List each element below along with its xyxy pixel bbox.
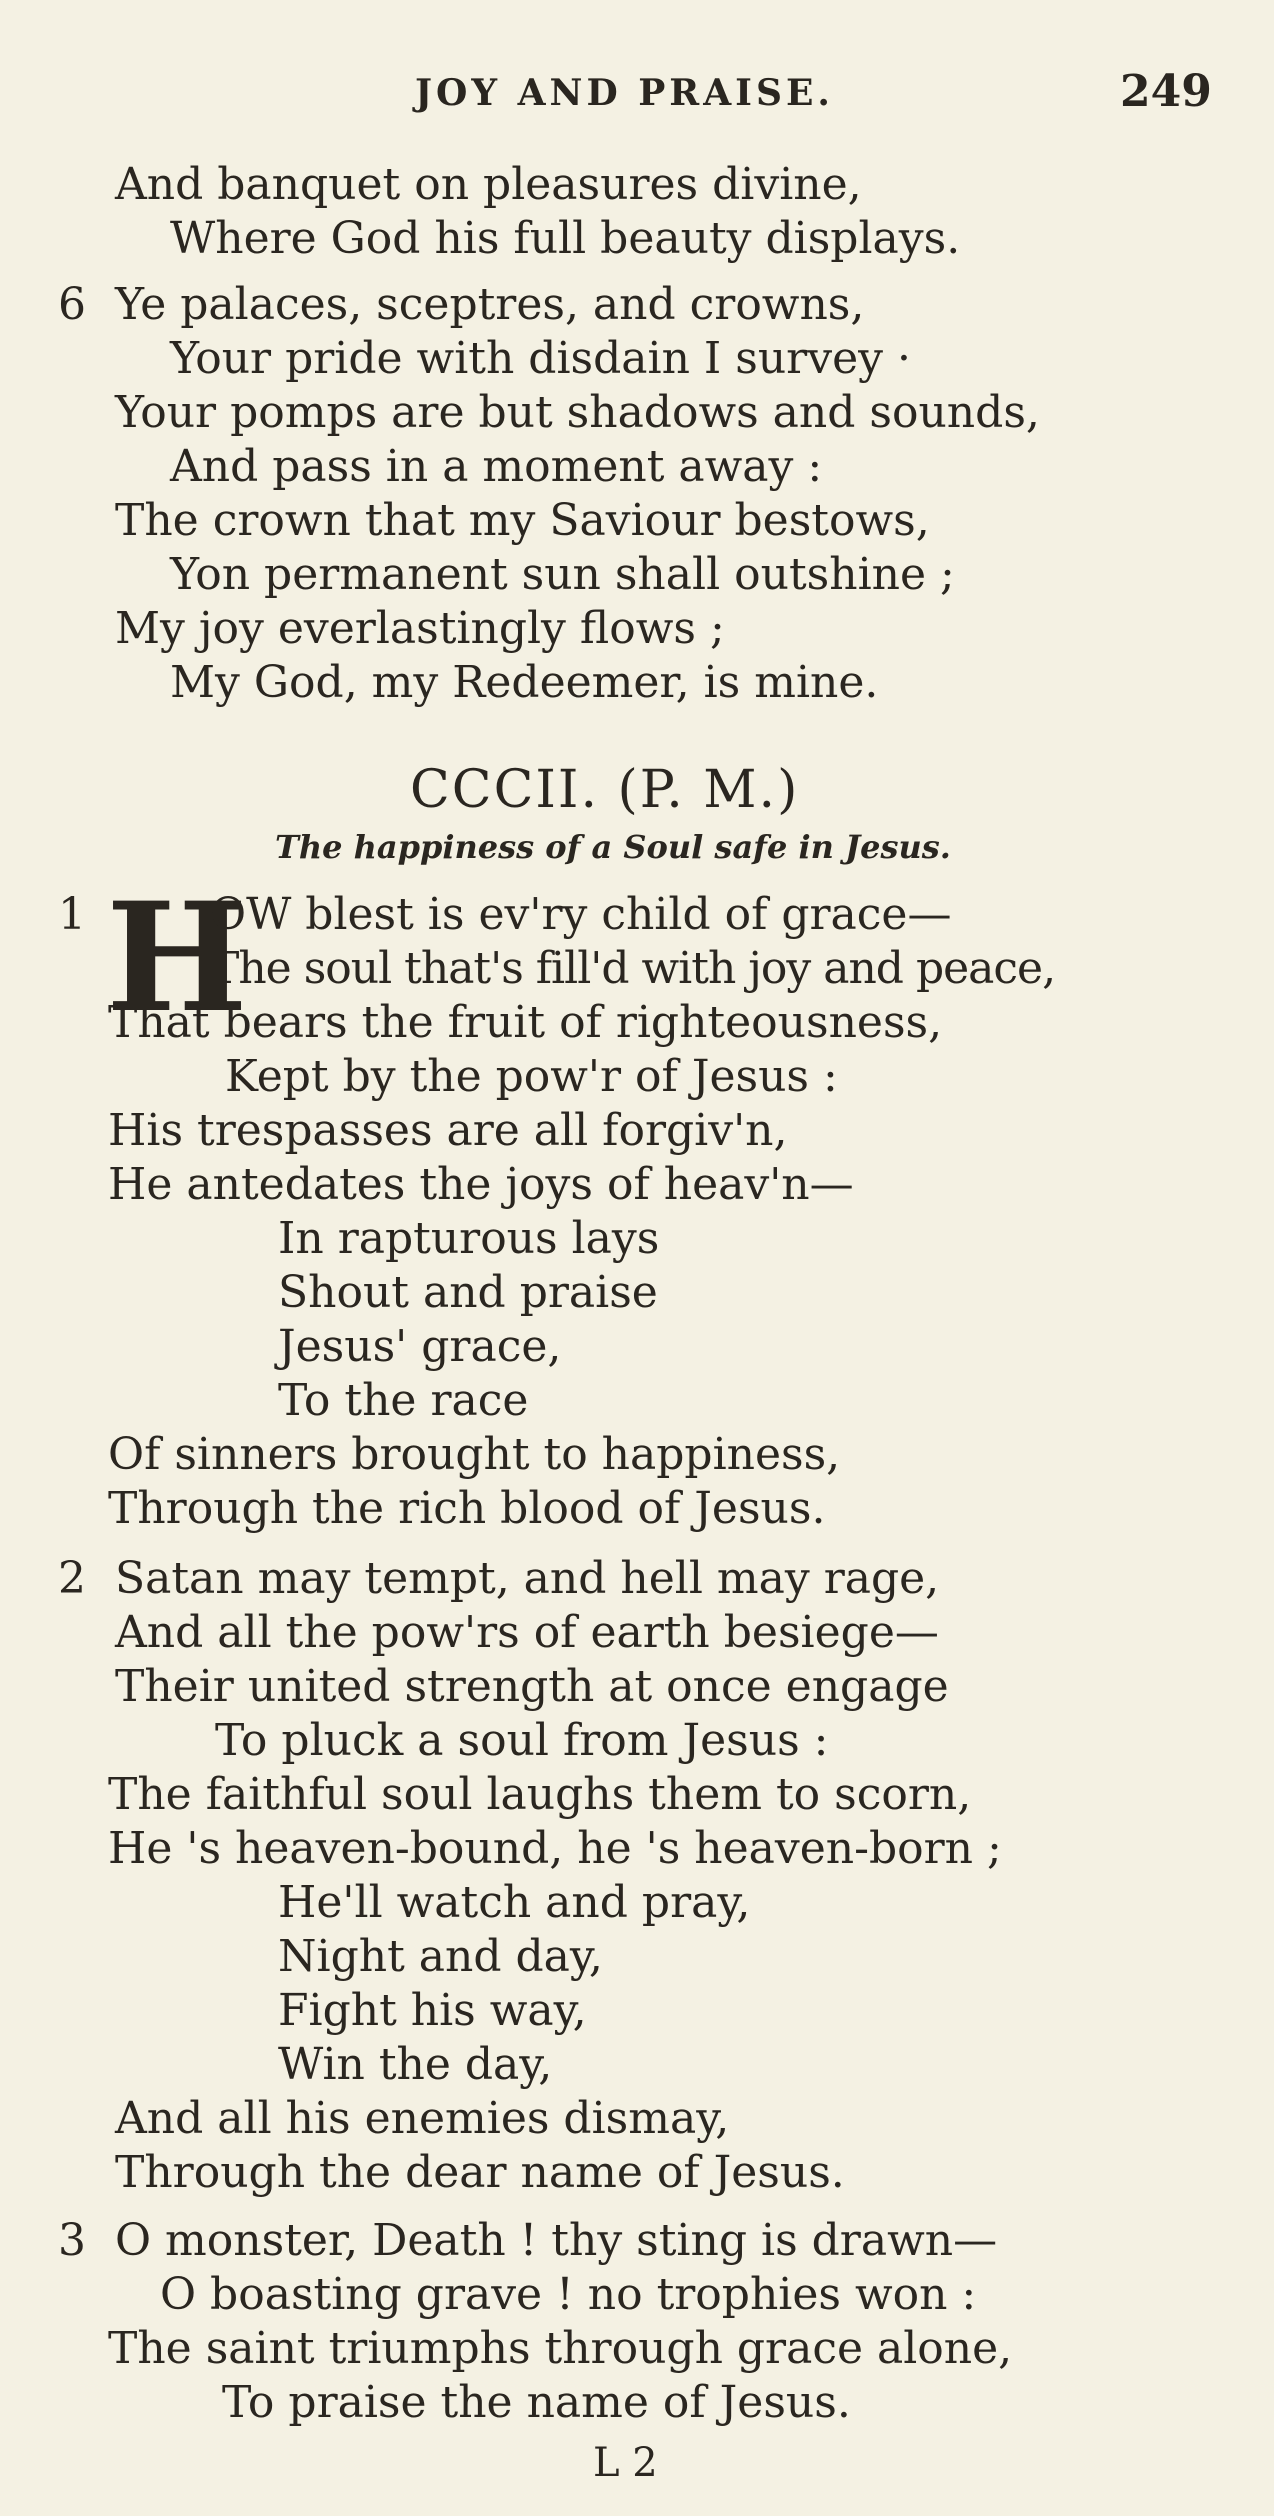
verse-line: Through the rich blood of Jesus.	[108, 1483, 826, 1534]
verse-line: Your pride with disdain I survey ·	[170, 333, 911, 384]
verse-line: Win the day,	[278, 2039, 553, 2090]
verse-line: And all his enemies dismay,	[115, 2093, 730, 2144]
page-number: 249	[1120, 66, 1212, 117]
verse-line: The crown that my Saviour bestows,	[115, 495, 930, 546]
verse-line: He 's heaven-bound, he 's heaven-born ;	[108, 1823, 1002, 1874]
stanza-number: 1	[58, 889, 86, 940]
verse-line: Of sinners brought to happiness,	[108, 1429, 841, 1480]
verse-line: Ye palaces, sceptres, and crowns,	[115, 279, 865, 330]
verse-line: My God, my Redeemer, is mine.	[170, 657, 879, 708]
verse-line: His trespasses are all forgiv'n,	[108, 1105, 788, 1156]
verse-line: To pluck a soul from Jesus :	[215, 1715, 829, 1766]
verse-line: O boasting grave ! no trophies won :	[160, 2269, 977, 2320]
drop-cap: H	[106, 870, 248, 1046]
verse-line: Where God his full beauty displays.	[170, 213, 961, 264]
verse-line: Through the dear name of Jesus.	[115, 2147, 845, 2198]
verse-line: OW blest is ev'ry child of grace—	[210, 889, 952, 940]
verse-line: Your pomps are but shadows and sounds,	[115, 387, 1040, 438]
verse-line: In rapturous lays	[278, 1213, 660, 1264]
verse-line: He antedates the joys of heav'n—	[108, 1159, 854, 1210]
verse-line: He'll watch and pray,	[278, 1877, 751, 1928]
verse-line: My joy everlastingly flows ;	[115, 603, 725, 654]
verse-line: To praise the name of Jesus.	[222, 2377, 851, 2428]
running-title: JOY AND PRAISE.	[415, 72, 834, 114]
stanza-number: 6	[58, 279, 86, 330]
verse-line: Jesus' grace,	[278, 1321, 562, 1372]
stanza-number: 2	[58, 1553, 86, 1604]
verse-line: Yon permanent sun shall outshine ;	[170, 549, 955, 600]
hymn-title: CCCII. (P. M.)	[410, 760, 800, 820]
hymn-subtitle: The happiness of a Soul safe in Jesus.	[275, 828, 951, 866]
verse-line: That bears the fruit of righteousness,	[108, 997, 943, 1048]
verse-line: And pass in a moment away :	[170, 441, 823, 492]
verse-line: Their united strength at once engage	[115, 1661, 949, 1712]
verse-line: Satan may tempt, and hell may rage,	[115, 1553, 940, 1604]
signature-mark: L 2	[593, 2440, 658, 2486]
verse-line: The soul that's fill'd with joy and peace,	[210, 943, 1056, 994]
verse-line: Night and day,	[278, 1931, 603, 1982]
verse-line: To the race	[278, 1375, 529, 1426]
verse-line: Kept by the pow'r of Jesus :	[225, 1051, 838, 1102]
verse-line: O monster, Death ! thy sting is drawn—	[115, 2215, 998, 2266]
verse-line: And banquet on pleasures divine,	[115, 159, 862, 210]
verse-line: The faithful soul laughs them to scorn,	[108, 1769, 972, 1820]
verse-line: Shout and praise	[278, 1267, 658, 1318]
stanza-number: 3	[58, 2215, 86, 2266]
verse-line: And all the pow'rs of earth besiege—	[115, 1607, 939, 1658]
verse-line: The saint triumphs through grace alone,	[108, 2323, 1013, 2374]
verse-line: Fight his way,	[278, 1985, 587, 2036]
